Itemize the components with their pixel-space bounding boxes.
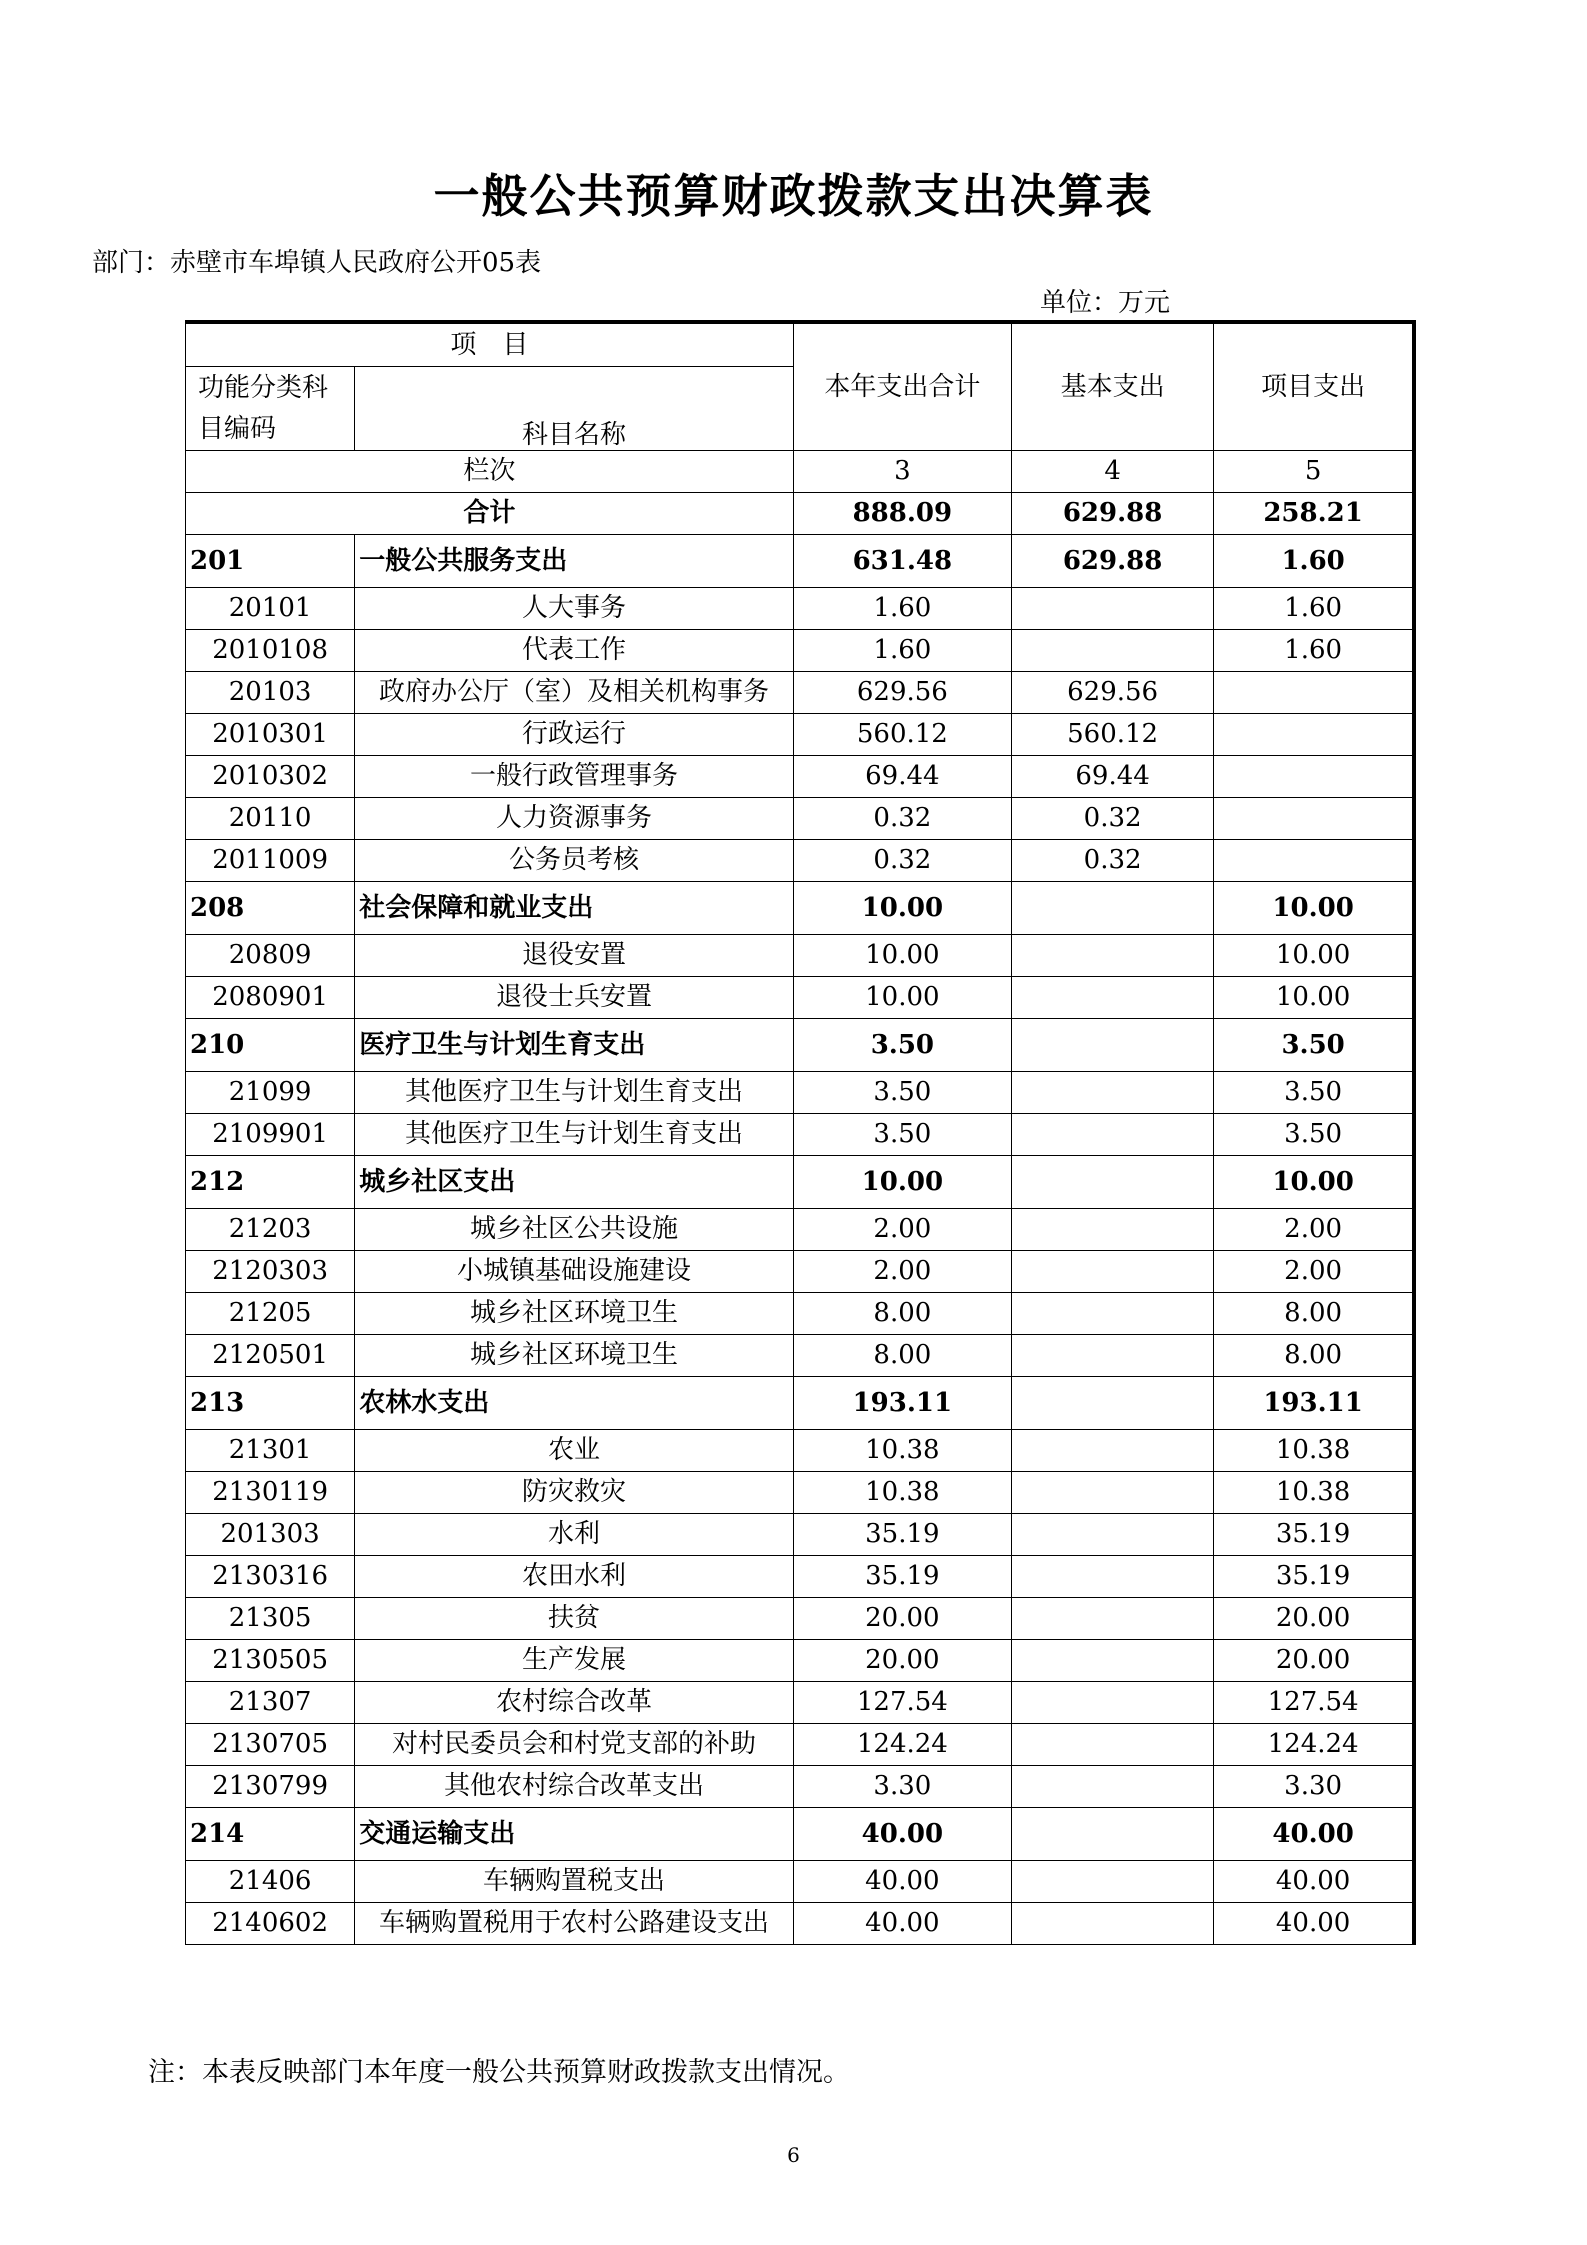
total-cell: 20.00 <box>793 1598 1011 1640</box>
total-cell: 69.44 <box>793 756 1011 798</box>
code-cell: 2010301 <box>186 714 355 756</box>
name-cell: 政府办公厅（室）及相关机构事务 <box>355 672 794 714</box>
name-cell: 农村综合改革 <box>355 1682 794 1724</box>
item-cell: 2.00 <box>1214 1209 1414 1251</box>
basic-cell <box>1011 1156 1213 1209</box>
table-row <box>186 1903 1415 1945</box>
name-cell: 退役士兵安置 <box>355 977 794 1019</box>
total-cell: 2.00 <box>793 1251 1011 1293</box>
code-cell: 20110 <box>186 798 355 840</box>
item-cell: 124.24 <box>1214 1724 1414 1766</box>
item-cell: 35.19 <box>1214 1556 1414 1598</box>
name-cell: 其他农村综合改革支出 <box>355 1766 794 1808</box>
table-row <box>186 977 1415 1019</box>
name-cell: 医疗卫生与计划生育支出 <box>355 1019 794 1072</box>
code-cell: 2130799 <box>186 1766 355 1808</box>
basic-cell <box>1011 1019 1213 1072</box>
item-cell: 10.00 <box>1214 935 1414 977</box>
item-cell: 40.00 <box>1214 1861 1414 1903</box>
code-cell: 21205 <box>186 1293 355 1335</box>
table-row <box>186 1114 1415 1156</box>
total-cell: 3.50 <box>793 1072 1011 1114</box>
total-cell: 20.00 <box>793 1640 1011 1682</box>
code-cell: 214 <box>186 1808 355 1861</box>
total-cell: 10.00 <box>793 935 1011 977</box>
total-cell: 3.50 <box>793 1019 1011 1072</box>
name-cell: 水利 <box>355 1514 794 1556</box>
sum-total: 888.09 <box>793 493 1011 535</box>
total-cell: 10.38 <box>793 1472 1011 1514</box>
name-cell: 一般行政管理事务 <box>355 756 794 798</box>
basic-cell <box>1011 1114 1213 1156</box>
basic-cell <box>1011 1682 1213 1724</box>
name-cell: 农林水支出 <box>355 1377 794 1430</box>
item-cell: 3.50 <box>1214 1019 1414 1072</box>
table-row <box>186 630 1415 672</box>
sum-item: 258.21 <box>1214 493 1414 535</box>
basic-cell <box>1011 588 1213 630</box>
table-row <box>186 798 1415 840</box>
basic-cell <box>1011 630 1213 672</box>
lanci-3: 3 <box>793 451 1011 493</box>
code-cell: 208 <box>186 882 355 935</box>
name-cell: 一般公共服务支出 <box>355 535 794 588</box>
expenditure-table <box>185 320 1416 1945</box>
basic-cell <box>1011 1724 1213 1766</box>
name-cell: 城乡社区支出 <box>355 1156 794 1209</box>
code-cell: 201 <box>186 535 355 588</box>
total-cell: 40.00 <box>793 1903 1011 1945</box>
name-cell: 退役安置 <box>355 935 794 977</box>
code-cell: 2130119 <box>186 1472 355 1514</box>
name-cell: 其他医疗卫生与计划生育支出 <box>355 1114 794 1156</box>
basic-cell <box>1011 1335 1213 1377</box>
basic-cell <box>1011 1377 1213 1430</box>
item-cell: 10.38 <box>1214 1472 1414 1514</box>
table-row <box>186 1556 1415 1598</box>
table-row <box>186 1430 1415 1472</box>
total-cell: 35.19 <box>793 1514 1011 1556</box>
table-row <box>186 935 1415 977</box>
basic-cell: 560.12 <box>1011 714 1213 756</box>
code-cell: 2130505 <box>186 1640 355 1682</box>
total-cell: 1.60 <box>793 588 1011 630</box>
total-cell: 1.60 <box>793 630 1011 672</box>
item-cell: 20.00 <box>1214 1640 1414 1682</box>
basic-cell <box>1011 1430 1213 1472</box>
item-cell: 10.38 <box>1214 1430 1414 1472</box>
name-cell: 对村民委员会和村党支部的补助 <box>355 1724 794 1766</box>
name-cell: 扶贫 <box>355 1598 794 1640</box>
basic-cell <box>1011 1251 1213 1293</box>
table-row <box>186 1072 1415 1114</box>
basic-cell <box>1011 882 1213 935</box>
sum-basic: 629.88 <box>1011 493 1213 535</box>
basic-cell <box>1011 1640 1213 1682</box>
total-cell: 10.00 <box>793 882 1011 935</box>
code-cell: 2080901 <box>186 977 355 1019</box>
category-row <box>186 1377 1415 1430</box>
table-note: 注：本表反映部门本年度一般公共预算财政拨款支出情况。 <box>148 2057 850 2088</box>
code-cell: 21305 <box>186 1598 355 1640</box>
basic-cell: 0.32 <box>1011 798 1213 840</box>
item-cell: 3.50 <box>1214 1114 1414 1156</box>
basic-cell <box>1011 1556 1213 1598</box>
table-row <box>186 1514 1415 1556</box>
item-cell: 20.00 <box>1214 1598 1414 1640</box>
basic-cell <box>1011 1293 1213 1335</box>
item-cell: 1.60 <box>1214 630 1414 672</box>
item-cell: 10.00 <box>1214 977 1414 1019</box>
header-basic: 基本支出 <box>1011 322 1213 451</box>
code-cell: 2010108 <box>186 630 355 672</box>
header-project: 项 目 <box>186 322 794 367</box>
unit-label: 单位：万元 <box>1040 288 1171 318</box>
category-row <box>186 1156 1415 1209</box>
basic-cell <box>1011 1903 1213 1945</box>
total-cell: 193.11 <box>793 1377 1011 1430</box>
total-cell: 3.30 <box>793 1766 1011 1808</box>
name-cell: 其他医疗卫生与计划生育支出 <box>355 1072 794 1114</box>
basic-cell: 0.32 <box>1011 840 1213 882</box>
item-cell <box>1214 840 1414 882</box>
item-cell: 1.60 <box>1214 535 1414 588</box>
table-row <box>186 1293 1415 1335</box>
name-cell: 小城镇基础设施建设 <box>355 1251 794 1293</box>
name-cell: 生产发展 <box>355 1640 794 1682</box>
name-cell: 交通运输支出 <box>355 1808 794 1861</box>
item-cell: 8.00 <box>1214 1293 1414 1335</box>
item-cell: 3.50 <box>1214 1072 1414 1114</box>
header-item: 项目支出 <box>1214 322 1414 451</box>
category-row <box>186 882 1415 935</box>
name-cell: 城乡社区公共设施 <box>355 1209 794 1251</box>
item-cell: 40.00 <box>1214 1903 1414 1945</box>
basic-cell <box>1011 977 1213 1019</box>
code-cell: 2140602 <box>186 1903 355 1945</box>
total-cell: 10.38 <box>793 1430 1011 1472</box>
code-cell: 2130705 <box>186 1724 355 1766</box>
code-cell: 2120303 <box>186 1251 355 1293</box>
name-cell: 代表工作 <box>355 630 794 672</box>
name-cell: 人力资源事务 <box>355 798 794 840</box>
table-row <box>186 1598 1415 1640</box>
item-cell: 2.00 <box>1214 1251 1414 1293</box>
code-cell: 2010302 <box>186 756 355 798</box>
name-cell: 公务员考核 <box>355 840 794 882</box>
code-cell: 21301 <box>186 1430 355 1472</box>
lanci-5: 5 <box>1214 451 1414 493</box>
basic-cell <box>1011 935 1213 977</box>
name-cell: 防灾救灾 <box>355 1472 794 1514</box>
lanci-label: 栏次 <box>186 451 794 493</box>
page-number: 6 <box>787 2143 800 2167</box>
table-row <box>186 1861 1415 1903</box>
basic-cell <box>1011 1861 1213 1903</box>
item-cell: 127.54 <box>1214 1682 1414 1724</box>
item-cell <box>1214 672 1414 714</box>
department-label: 部门：赤壁市车埠镇人民政府公开05表 <box>92 248 542 278</box>
sum-label: 合计 <box>186 493 794 535</box>
basic-cell <box>1011 1209 1213 1251</box>
header-total: 本年支出合计 <box>793 322 1011 451</box>
basic-cell: 629.88 <box>1011 535 1213 588</box>
category-row <box>186 1808 1415 1861</box>
lanci-4: 4 <box>1011 451 1213 493</box>
total-cell: 40.00 <box>793 1808 1011 1861</box>
table-row <box>186 672 1415 714</box>
header-name: 科目名称 <box>355 367 794 451</box>
item-cell: 3.30 <box>1214 1766 1414 1808</box>
name-cell: 农业 <box>355 1430 794 1472</box>
table-row <box>186 840 1415 882</box>
item-cell <box>1214 798 1414 840</box>
total-cell: 10.00 <box>793 1156 1011 1209</box>
name-cell: 行政运行 <box>355 714 794 756</box>
total-cell: 40.00 <box>793 1861 1011 1903</box>
code-cell: 201303 <box>186 1514 355 1556</box>
basic-cell <box>1011 1072 1213 1114</box>
name-cell: 城乡社区环境卫生 <box>355 1293 794 1335</box>
code-cell: 21406 <box>186 1861 355 1903</box>
table-row <box>186 756 1415 798</box>
basic-cell: 629.56 <box>1011 672 1213 714</box>
item-cell: 35.19 <box>1214 1514 1414 1556</box>
total-cell: 0.32 <box>793 840 1011 882</box>
code-cell: 2130316 <box>186 1556 355 1598</box>
item-cell: 8.00 <box>1214 1335 1414 1377</box>
total-cell: 8.00 <box>793 1335 1011 1377</box>
table-row <box>186 1209 1415 1251</box>
name-cell: 车辆购置税用于农村公路建设支出 <box>355 1903 794 1945</box>
item-cell: 193.11 <box>1214 1377 1414 1430</box>
code-cell: 2109901 <box>186 1114 355 1156</box>
basic-cell <box>1011 1598 1213 1640</box>
code-cell: 20103 <box>186 672 355 714</box>
total-cell: 631.48 <box>793 535 1011 588</box>
basic-cell <box>1011 1472 1213 1514</box>
header-code: 功能分类科目编码 <box>186 367 355 451</box>
code-cell: 212 <box>186 1156 355 1209</box>
total-cell: 3.50 <box>793 1114 1011 1156</box>
table-row <box>186 1766 1415 1808</box>
basic-cell: 69.44 <box>1011 756 1213 798</box>
total-cell: 2.00 <box>793 1209 1011 1251</box>
basic-cell <box>1011 1808 1213 1861</box>
category-row <box>186 1019 1415 1072</box>
item-cell <box>1214 714 1414 756</box>
basic-cell <box>1011 1766 1213 1808</box>
name-cell: 社会保障和就业支出 <box>355 882 794 935</box>
total-cell: 560.12 <box>793 714 1011 756</box>
total-cell: 8.00 <box>793 1293 1011 1335</box>
table-row <box>186 588 1415 630</box>
item-cell: 1.60 <box>1214 588 1414 630</box>
item-cell: 40.00 <box>1214 1808 1414 1861</box>
code-cell: 2011009 <box>186 840 355 882</box>
name-cell: 人大事务 <box>355 588 794 630</box>
code-cell: 21099 <box>186 1072 355 1114</box>
code-cell: 20809 <box>186 935 355 977</box>
total-cell: 0.32 <box>793 798 1011 840</box>
basic-cell <box>1011 1514 1213 1556</box>
item-cell <box>1214 756 1414 798</box>
code-cell: 213 <box>186 1377 355 1430</box>
category-row <box>186 535 1415 588</box>
table-row <box>186 1472 1415 1514</box>
code-cell: 20101 <box>186 588 355 630</box>
name-cell: 城乡社区环境卫生 <box>355 1335 794 1377</box>
code-cell: 21307 <box>186 1682 355 1724</box>
lanci-row <box>186 451 1415 493</box>
total-cell: 629.56 <box>793 672 1011 714</box>
item-cell: 10.00 <box>1214 1156 1414 1209</box>
table-row <box>186 1640 1415 1682</box>
table-row <box>186 1724 1415 1766</box>
code-cell: 210 <box>186 1019 355 1072</box>
table-row <box>186 1682 1415 1724</box>
page-title: 一般公共预算财政拨款支出决算表 <box>433 169 1154 223</box>
name-cell: 农田水利 <box>355 1556 794 1598</box>
total-cell: 124.24 <box>793 1724 1011 1766</box>
total-cell: 127.54 <box>793 1682 1011 1724</box>
total-cell: 35.19 <box>793 1556 1011 1598</box>
name-cell: 车辆购置税支出 <box>355 1861 794 1903</box>
table-row <box>186 1251 1415 1293</box>
table-row <box>186 714 1415 756</box>
item-cell: 10.00 <box>1214 882 1414 935</box>
code-cell: 2120501 <box>186 1335 355 1377</box>
sum-row <box>186 493 1415 535</box>
code-cell: 21203 <box>186 1209 355 1251</box>
total-cell: 10.00 <box>793 977 1011 1019</box>
table-row <box>186 1335 1415 1377</box>
